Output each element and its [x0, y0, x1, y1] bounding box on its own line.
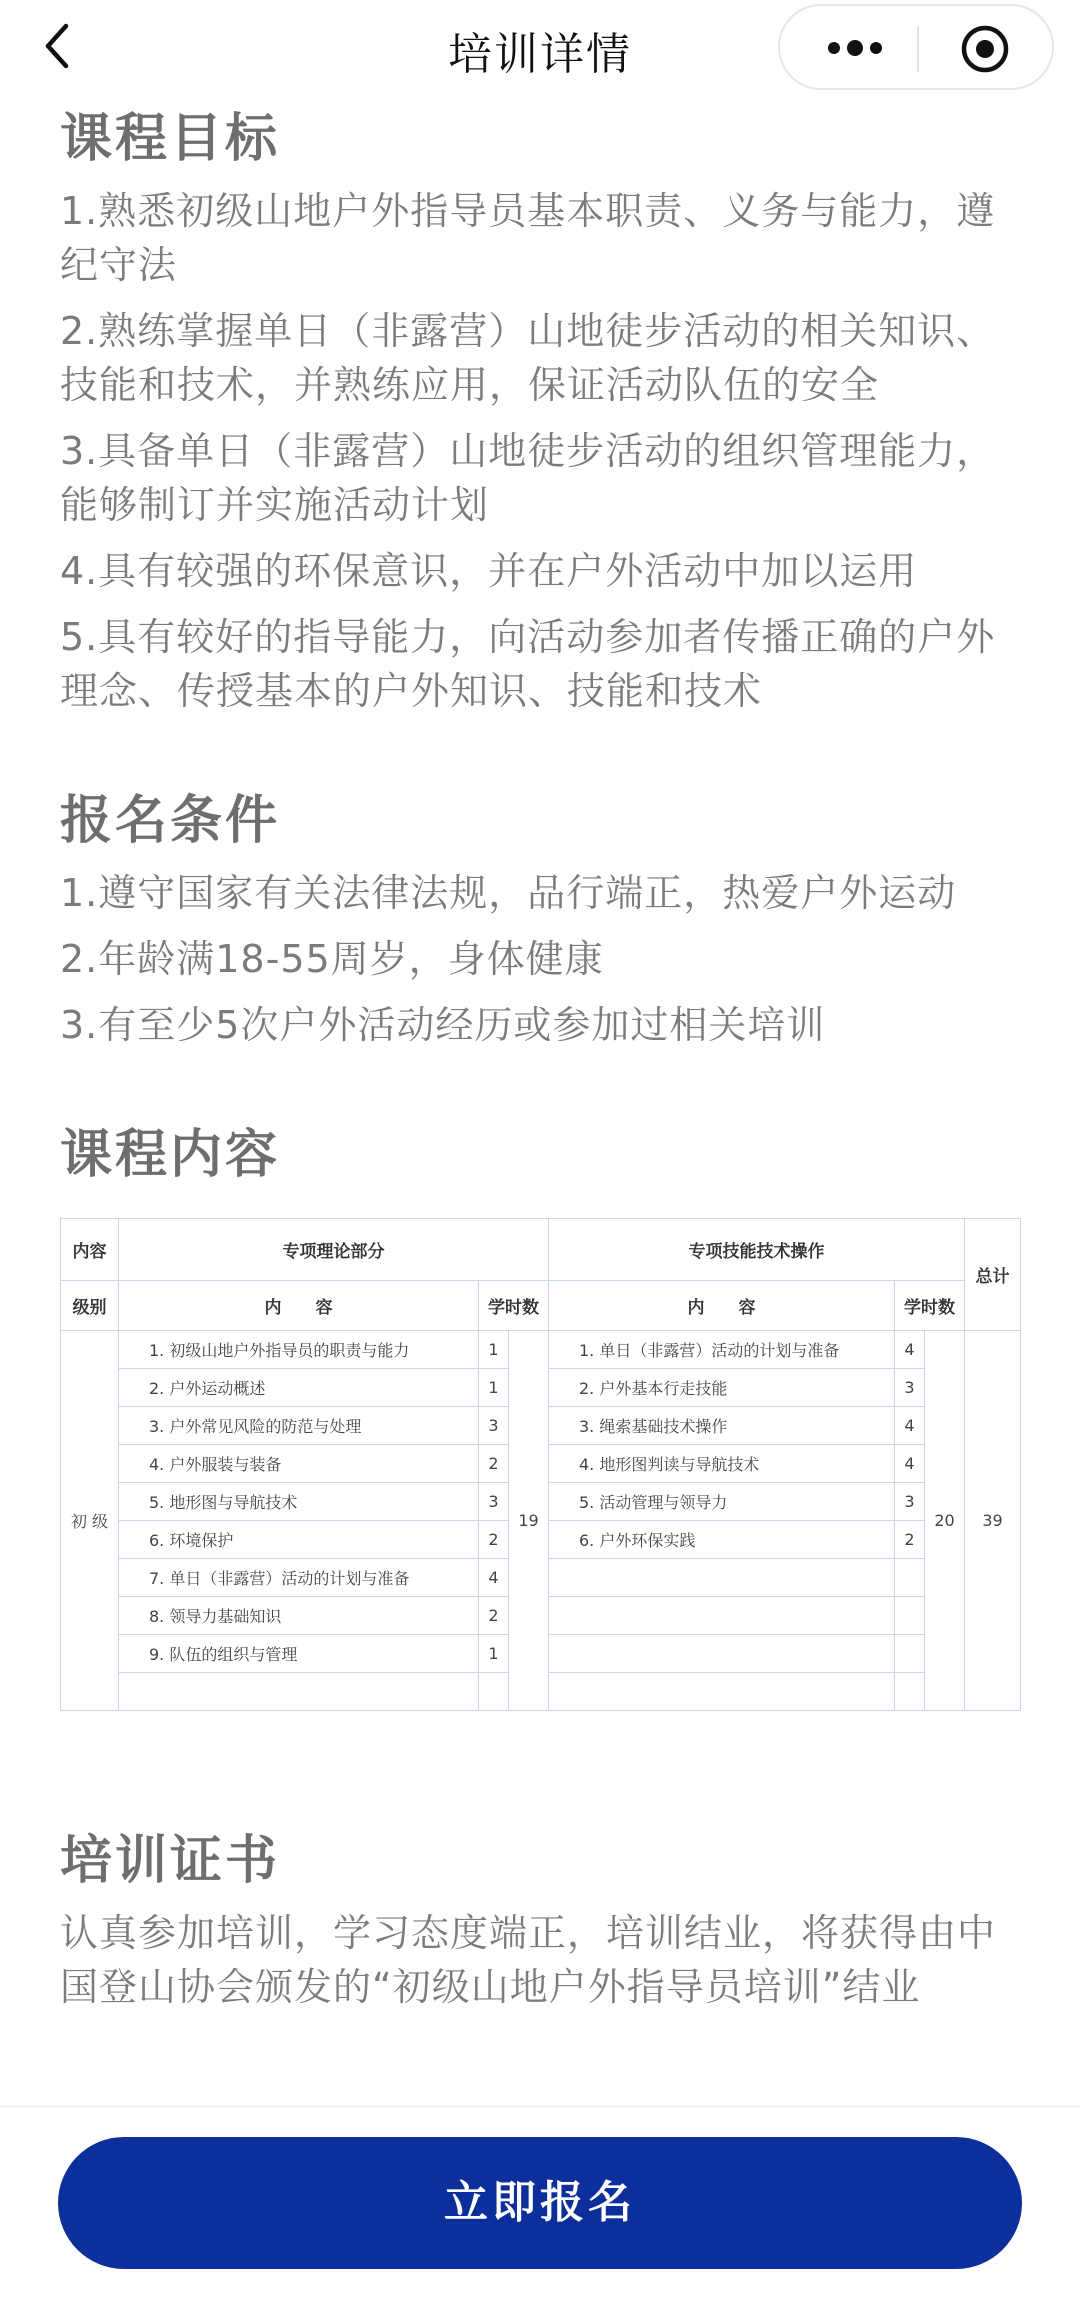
register-button[interactable]: 立即报名	[58, 2137, 1022, 2269]
skill-hours-cell	[895, 1673, 925, 1711]
level-cell: 初 级	[61, 1331, 119, 1711]
theory-hours-cell: 4	[479, 1559, 509, 1597]
capsule-divider	[917, 26, 919, 72]
theory-item-cell: 7. 单日（非露营）活动的计划与准备	[119, 1559, 479, 1597]
theory-item-cell: 1. 初级山地户外指导员的职责与能力	[119, 1331, 479, 1369]
skill-total-cell: 20	[925, 1331, 965, 1711]
skill-item-cell: 3. 绳索基础技术操作	[549, 1407, 895, 1445]
skill-hours-cell	[895, 1635, 925, 1673]
requirement-item: 1.遵守国家有关法律法规，品行端正，热爱户外运动	[60, 871, 957, 915]
theory-hours-cell: 2	[479, 1521, 509, 1559]
header-skill-hours: 学时数	[895, 1281, 965, 1331]
table-row	[61, 1331, 1021, 1369]
section-title-certificate: 培训证书	[60, 1831, 281, 1891]
theory-item-cell: 4. 户外服装与装备	[119, 1445, 479, 1483]
requirement-item: 3.有至少5次户外活动经历或参加过相关培训	[60, 1003, 826, 1047]
goal-item: 1.熟悉初级山地户外指导员基本职责、义务与能力，遵纪守法	[60, 189, 996, 287]
skill-item-cell	[549, 1559, 895, 1597]
skill-item-cell	[549, 1673, 895, 1711]
goal-item: 5.具有较好的指导能力，向活动参加者传播正确的户外理念、传授基本的户外知识、技能和技术	[60, 615, 996, 713]
theory-item-cell: 2. 户外运动概述	[119, 1369, 479, 1407]
mini-program-capsule	[778, 4, 1054, 90]
more-dots-icon	[820, 28, 890, 68]
skill-hours-cell: 4	[895, 1331, 925, 1369]
skill-hours-cell: 3	[895, 1483, 925, 1521]
header-total: 总计	[965, 1219, 1021, 1331]
skill-item-cell: 6. 户外环保实践	[549, 1521, 895, 1559]
skill-item-cell	[549, 1597, 895, 1635]
grand-total-cell: 39	[965, 1331, 1021, 1711]
skill-hours-cell	[895, 1559, 925, 1597]
theory-item-cell: 6. 环境保护	[119, 1521, 479, 1559]
bottom-bar	[0, 2106, 1080, 2301]
more-button[interactable]	[820, 28, 890, 68]
header-theory: 专项理论部分	[119, 1219, 549, 1281]
section-title-goals: 课程目标	[60, 109, 281, 169]
theory-item-cell: 9. 队伍的组织与管理	[119, 1635, 479, 1673]
skill-hours-cell: 2	[895, 1521, 925, 1559]
certificate-text: 认真参加培训，学习态度端正，培训结业，将获得由中国登山协会颁发的“初级山地户外指导员培训”结业	[60, 1911, 997, 2009]
theory-item-cell	[119, 1673, 479, 1711]
skill-item-cell: 2. 户外基本行走技能	[549, 1369, 895, 1407]
theory-item-cell: 5. 地形图与导航技术	[119, 1483, 479, 1521]
theory-hours-cell: 3	[479, 1407, 509, 1445]
target-close-icon	[960, 24, 1010, 74]
theory-hours-cell: 1	[479, 1369, 509, 1407]
theory-item-cell: 8. 领导力基础知识	[119, 1597, 479, 1635]
skill-item-cell	[549, 1635, 895, 1673]
header-skill-item: 内 容	[549, 1281, 895, 1331]
theory-hours-cell: 2	[479, 1597, 509, 1635]
goal-item: 4.具有较强的环保意识，并在户外活动中加以运用	[60, 549, 918, 593]
section-title-content: 课程内容	[60, 1125, 281, 1185]
theory-hours-cell: 3	[479, 1483, 509, 1521]
section-title-requirements: 报名条件	[60, 791, 281, 851]
theory-total-cell: 19	[509, 1331, 549, 1711]
header-level: 级别	[61, 1281, 119, 1331]
course-table	[60, 1218, 1021, 1711]
theory-hours-cell	[479, 1673, 509, 1711]
header-skill: 专项技能技术操作	[549, 1219, 965, 1281]
header-theory-hours: 学时数	[479, 1281, 549, 1331]
skill-hours-cell	[895, 1597, 925, 1635]
nav-header	[0, 0, 1080, 92]
theory-item-cell: 3. 户外常见风险的防范与处理	[119, 1407, 479, 1445]
skill-hours-cell: 3	[895, 1369, 925, 1407]
close-button[interactable]	[960, 24, 1010, 74]
content-area	[60, 106, 1030, 2014]
theory-hours-cell: 1	[479, 1331, 509, 1369]
skill-item-cell: 1. 单日（非露营）活动的计划与准备	[549, 1331, 895, 1369]
theory-hours-cell: 2	[479, 1445, 509, 1483]
skill-item-cell: 5. 活动管理与领导力	[549, 1483, 895, 1521]
theory-hours-cell: 1	[479, 1635, 509, 1673]
course-table-image	[60, 1218, 1020, 1718]
course-table-body	[61, 1331, 1021, 1711]
header-content: 内容	[61, 1219, 119, 1281]
skill-hours-cell: 4	[895, 1407, 925, 1445]
skill-item-cell: 4. 地形图判读与导航技术	[549, 1445, 895, 1483]
skill-hours-cell: 4	[895, 1445, 925, 1483]
page-title: 培训详情	[448, 29, 632, 80]
requirement-item: 2.年龄满18-55周岁，身体健康	[60, 937, 604, 981]
goal-item: 2.熟练掌握单日（非露营）山地徒步活动的相关知识、技能和技术，并熟练应用，保证活动队伍的安全	[60, 309, 996, 407]
goal-item: 3.具备单日（非露营）山地徒步活动的组织管理能力，能够制订并实施活动计划	[60, 429, 996, 527]
header-theory-item: 内 容	[119, 1281, 479, 1331]
